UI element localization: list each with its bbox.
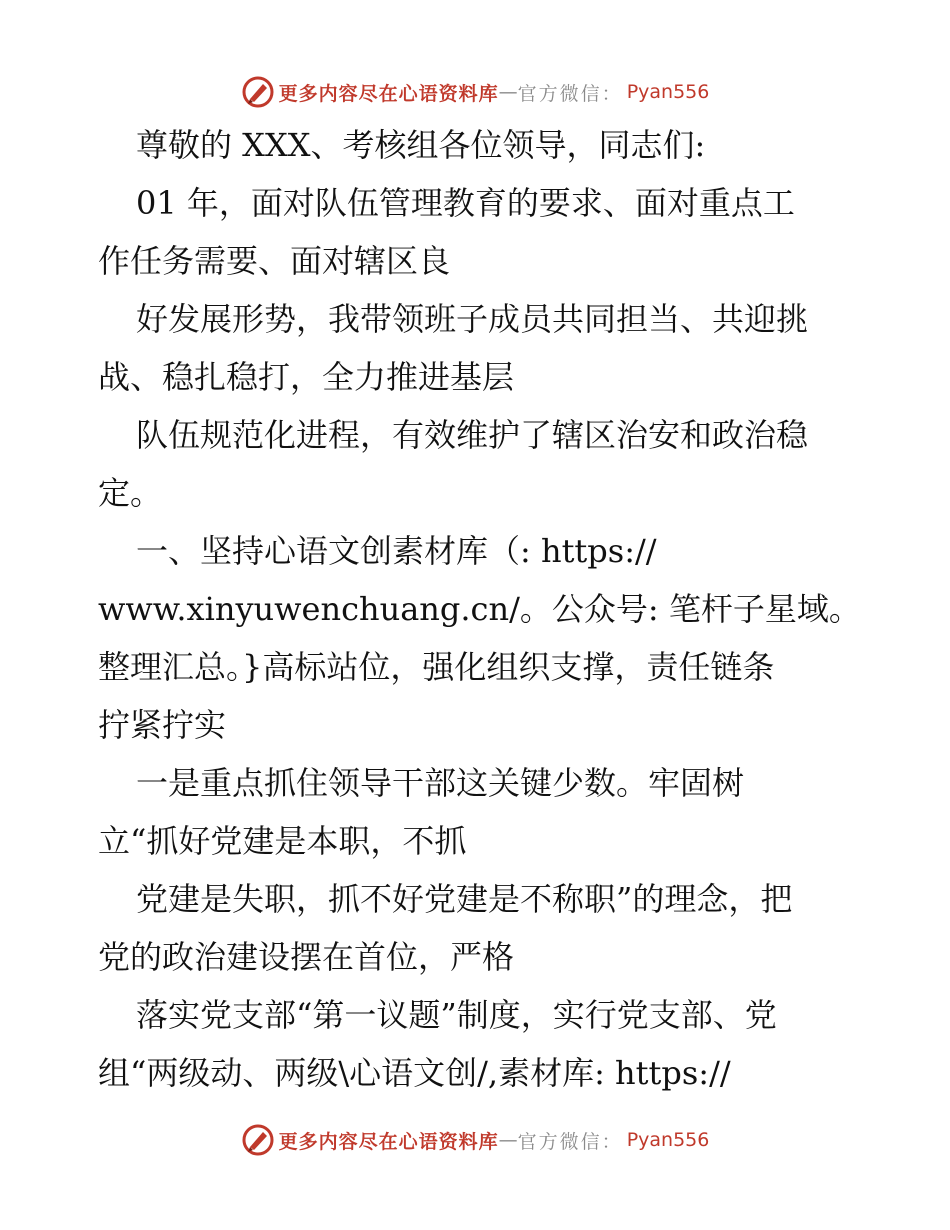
text-line: 01 年，面对队伍管理教育的要求、面对重点工 [136,184,795,222]
text-line: 组“两级动、两级\心语文创/,素材库: https:// [98,1054,731,1092]
banner-dash: — [498,81,518,103]
banner-wechat-handle: Pyan556 [626,1129,710,1151]
text-line: 作任务需要、面对辖区良 [98,242,451,280]
text-line: 队伍规范化进程，有效维护了辖区治安和政治稳 [136,416,809,454]
banner-main-text: 更多内容尽在心语资料库 [278,82,499,105]
text-line: 定。 [98,474,163,512]
text-line: www.xinyuwenchuang.cn/。公众号: 笔杆子星域。 [98,590,861,628]
text-line: 一是重点抓住领导干部这关键少数。牢固树 [136,764,745,802]
text-line: 战、稳扎稳打，全力推进基层 [98,358,515,396]
footer-watermark-banner [0,1120,950,1160]
header-watermark-banner [0,72,950,112]
text-line: 一、坚持心语文创素材库（: https:// [136,532,657,570]
text-line: 党的政治建设摆在首位，严格 [98,938,515,976]
text-line: 整理汇总。}高标站位，强化组织支撑，责任链条 [98,648,775,686]
banner-dash: — [498,1129,518,1151]
brand-logo-icon [241,1123,275,1157]
document-body [98,116,861,1102]
banner-wechat-label: 官方微信： [517,1130,623,1153]
text-line: 拧紧拧实 [98,706,227,744]
banner-main-text: 更多内容尽在心语资料库 [278,1130,499,1153]
text-line: 好发展形势，我带领班子成员共同担当、共迎挑 [136,300,809,338]
text-line: 尊敬的 XXX、考核组各位领导，同志们: [136,126,706,164]
text-line: 党建是失职，抓不好党建是不称职”的理念，把 [136,880,793,918]
banner-wechat-handle: Pyan556 [626,81,710,103]
brand-logo-icon [241,75,275,109]
text-line: 立“抓好党建是本职，不抓 [98,822,467,860]
banner-wechat-label: 官方微信： [517,82,623,105]
text-line: 落实党支部“第一议题”制度，实行党支部、党 [136,996,777,1034]
